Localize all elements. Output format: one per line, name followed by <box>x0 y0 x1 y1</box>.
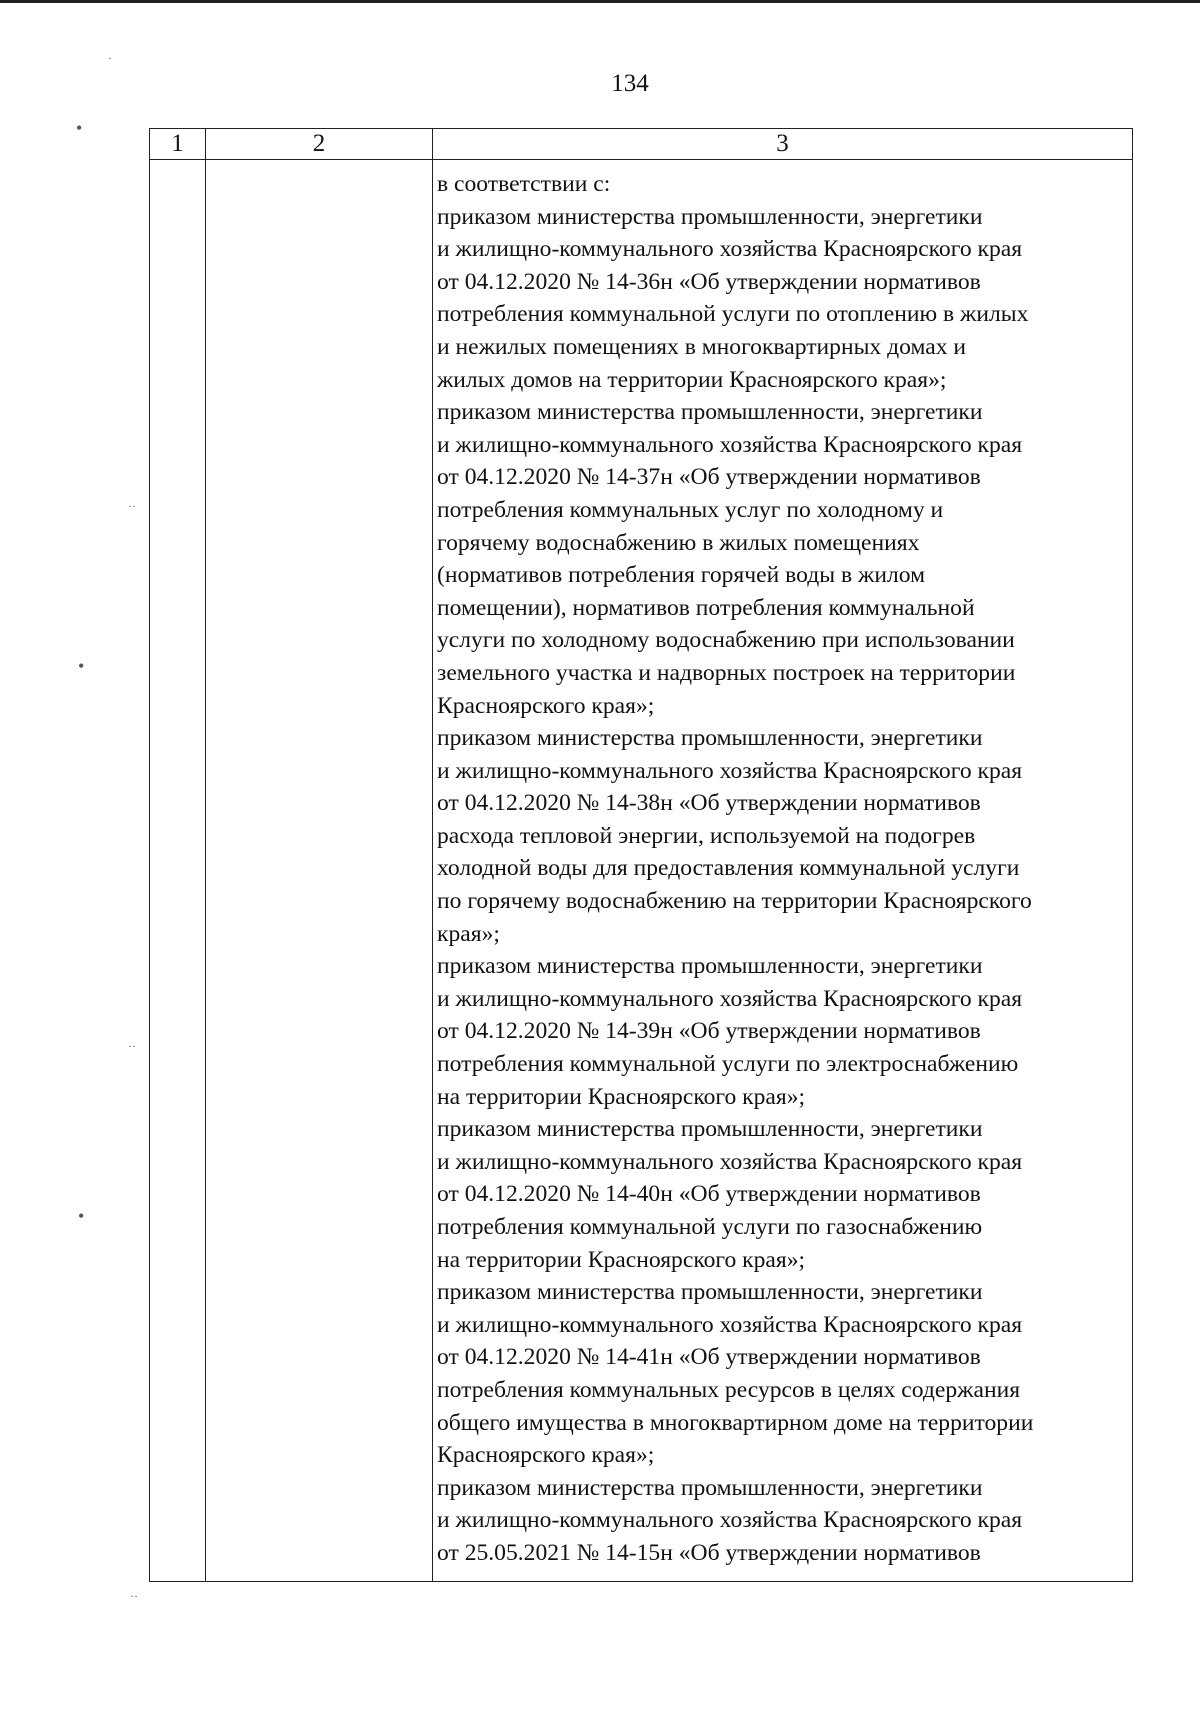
table-row <box>150 160 1133 1582</box>
text-line: потребления коммунальной услуги по отоплению в жилых <box>437 301 1029 328</box>
text-line: потребления коммунальной услуги по электроснабжению <box>437 1051 1019 1078</box>
text-line: и жилищно-коммунального хозяйства Красноярского края <box>437 985 1023 1012</box>
text-line: в соответствии с: <box>437 171 611 197</box>
text-line: от 04.12.2020 № 14-37н «Об утверждении нормативов <box>437 464 981 491</box>
text-line: от 04.12.2020 № 14-38н «Об утверждении нормативов <box>437 790 981 817</box>
text-line: от 04.12.2020 № 14-40н «Об утверждении нормативов <box>437 1181 981 1208</box>
text-line: Красноярского края»; <box>437 692 655 719</box>
text-line: по горячему водоснабжению на территории Красноярского <box>437 888 1032 915</box>
text-line: земельного участка и надворных построек на территории <box>437 659 1016 686</box>
text-line: потребления коммунальной услуги по газоснабжению <box>437 1214 983 1240</box>
scan-artifact: · <box>108 51 112 65</box>
text-line: приказом министерства промышленности, энергетики <box>437 1279 983 1306</box>
empty-cell-col1 <box>150 160 206 1582</box>
text-line: приказом министерства промышленности, энергетики <box>437 399 983 426</box>
text-line: холодной воды для предоставления коммунальной услуги <box>437 855 1020 882</box>
text-line: расхода тепловой энергии, используемой на подогрев <box>437 822 976 849</box>
column-header-1: 1 <box>150 129 206 160</box>
scan-artifact: ·· <box>128 499 136 513</box>
text-line: от 04.12.2020 № 14-39н «Об утверждении нормативов <box>437 1018 981 1045</box>
page-top-border <box>0 0 1200 3</box>
scan-artifact: ·· <box>128 1039 136 1053</box>
empty-cell-col2 <box>206 160 433 1582</box>
text-line: от 04.12.2020 № 14-36н «Об утверждении нормативов <box>437 268 981 295</box>
text-line: на территории Красноярского края»; <box>437 1083 806 1110</box>
scan-artifact: • <box>78 1206 85 1226</box>
text-line: приказом министерства промышленности, энергетики <box>437 1474 983 1501</box>
column-header-3: 3 <box>433 129 1133 160</box>
text-line: потребления коммунальных ресурсов в целях содержания <box>437 1376 1021 1403</box>
text-line: и жилищно-коммунального хозяйства Красноярского края <box>437 1507 1023 1534</box>
text-line: приказом министерства промышленности, энергетики <box>437 725 983 752</box>
page-number: 134 <box>611 70 649 97</box>
scan-artifact: • <box>78 656 85 676</box>
document-table <box>149 128 1133 1582</box>
text-line: края»; <box>437 920 500 947</box>
text-line: от 25.05.2021 № 14-15н «Об утверждении нормативов <box>437 1539 981 1566</box>
text-line: (нормативов потребления горячей воды в жилом <box>437 562 926 589</box>
scan-artifact: • <box>76 118 83 138</box>
text-line: приказом министерства промышленности, энергетики <box>437 953 983 980</box>
text-line: горячему водоснабжению в жилых помещениях <box>437 529 920 556</box>
text-line: помещении), нормативов потребления коммунальной <box>437 594 975 621</box>
content-cell-col3 <box>433 160 1133 1582</box>
table-header-row <box>150 129 1133 160</box>
text-line: приказом министерства промышленности, энергетики <box>437 1116 983 1143</box>
text-line: и жилищно-коммунального хозяйства Красноярского края <box>437 757 1023 784</box>
text-line: и жилищно-коммунального хозяйства Красноярского края <box>437 1148 1023 1175</box>
text-line: и жилищно-коммунального хозяйства Красноярского края <box>437 236 1023 263</box>
text-line: услуги по холодному водоснабжению при использовании <box>437 627 1015 654</box>
text-line: на территории Красноярского края»; <box>437 1246 806 1273</box>
text-line: потребления коммунальных услуг по холодному и <box>437 496 944 523</box>
text-line: и жилищно-коммунального хозяйства Красноярского края <box>437 431 1023 458</box>
text-line: Красноярского края»; <box>437 1442 655 1469</box>
text-line: приказом министерства промышленности, энергетики <box>437 203 983 230</box>
text-line: и жилищно-коммунального хозяйства Красноярского края <box>437 1311 1023 1338</box>
text-line: общего имущества в многоквартирном доме на территории <box>437 1409 1034 1436</box>
text-line: и нежилых помещениях в многоквартирных домах и <box>437 333 967 360</box>
text-line: жилых домов на территории Красноярского края»; <box>437 366 947 393</box>
scan-artifact: ·· <box>130 1589 138 1603</box>
column-header-2: 2 <box>206 129 433 160</box>
text-line: от 04.12.2020 № 14-41н «Об утверждении нормативов <box>437 1344 981 1371</box>
